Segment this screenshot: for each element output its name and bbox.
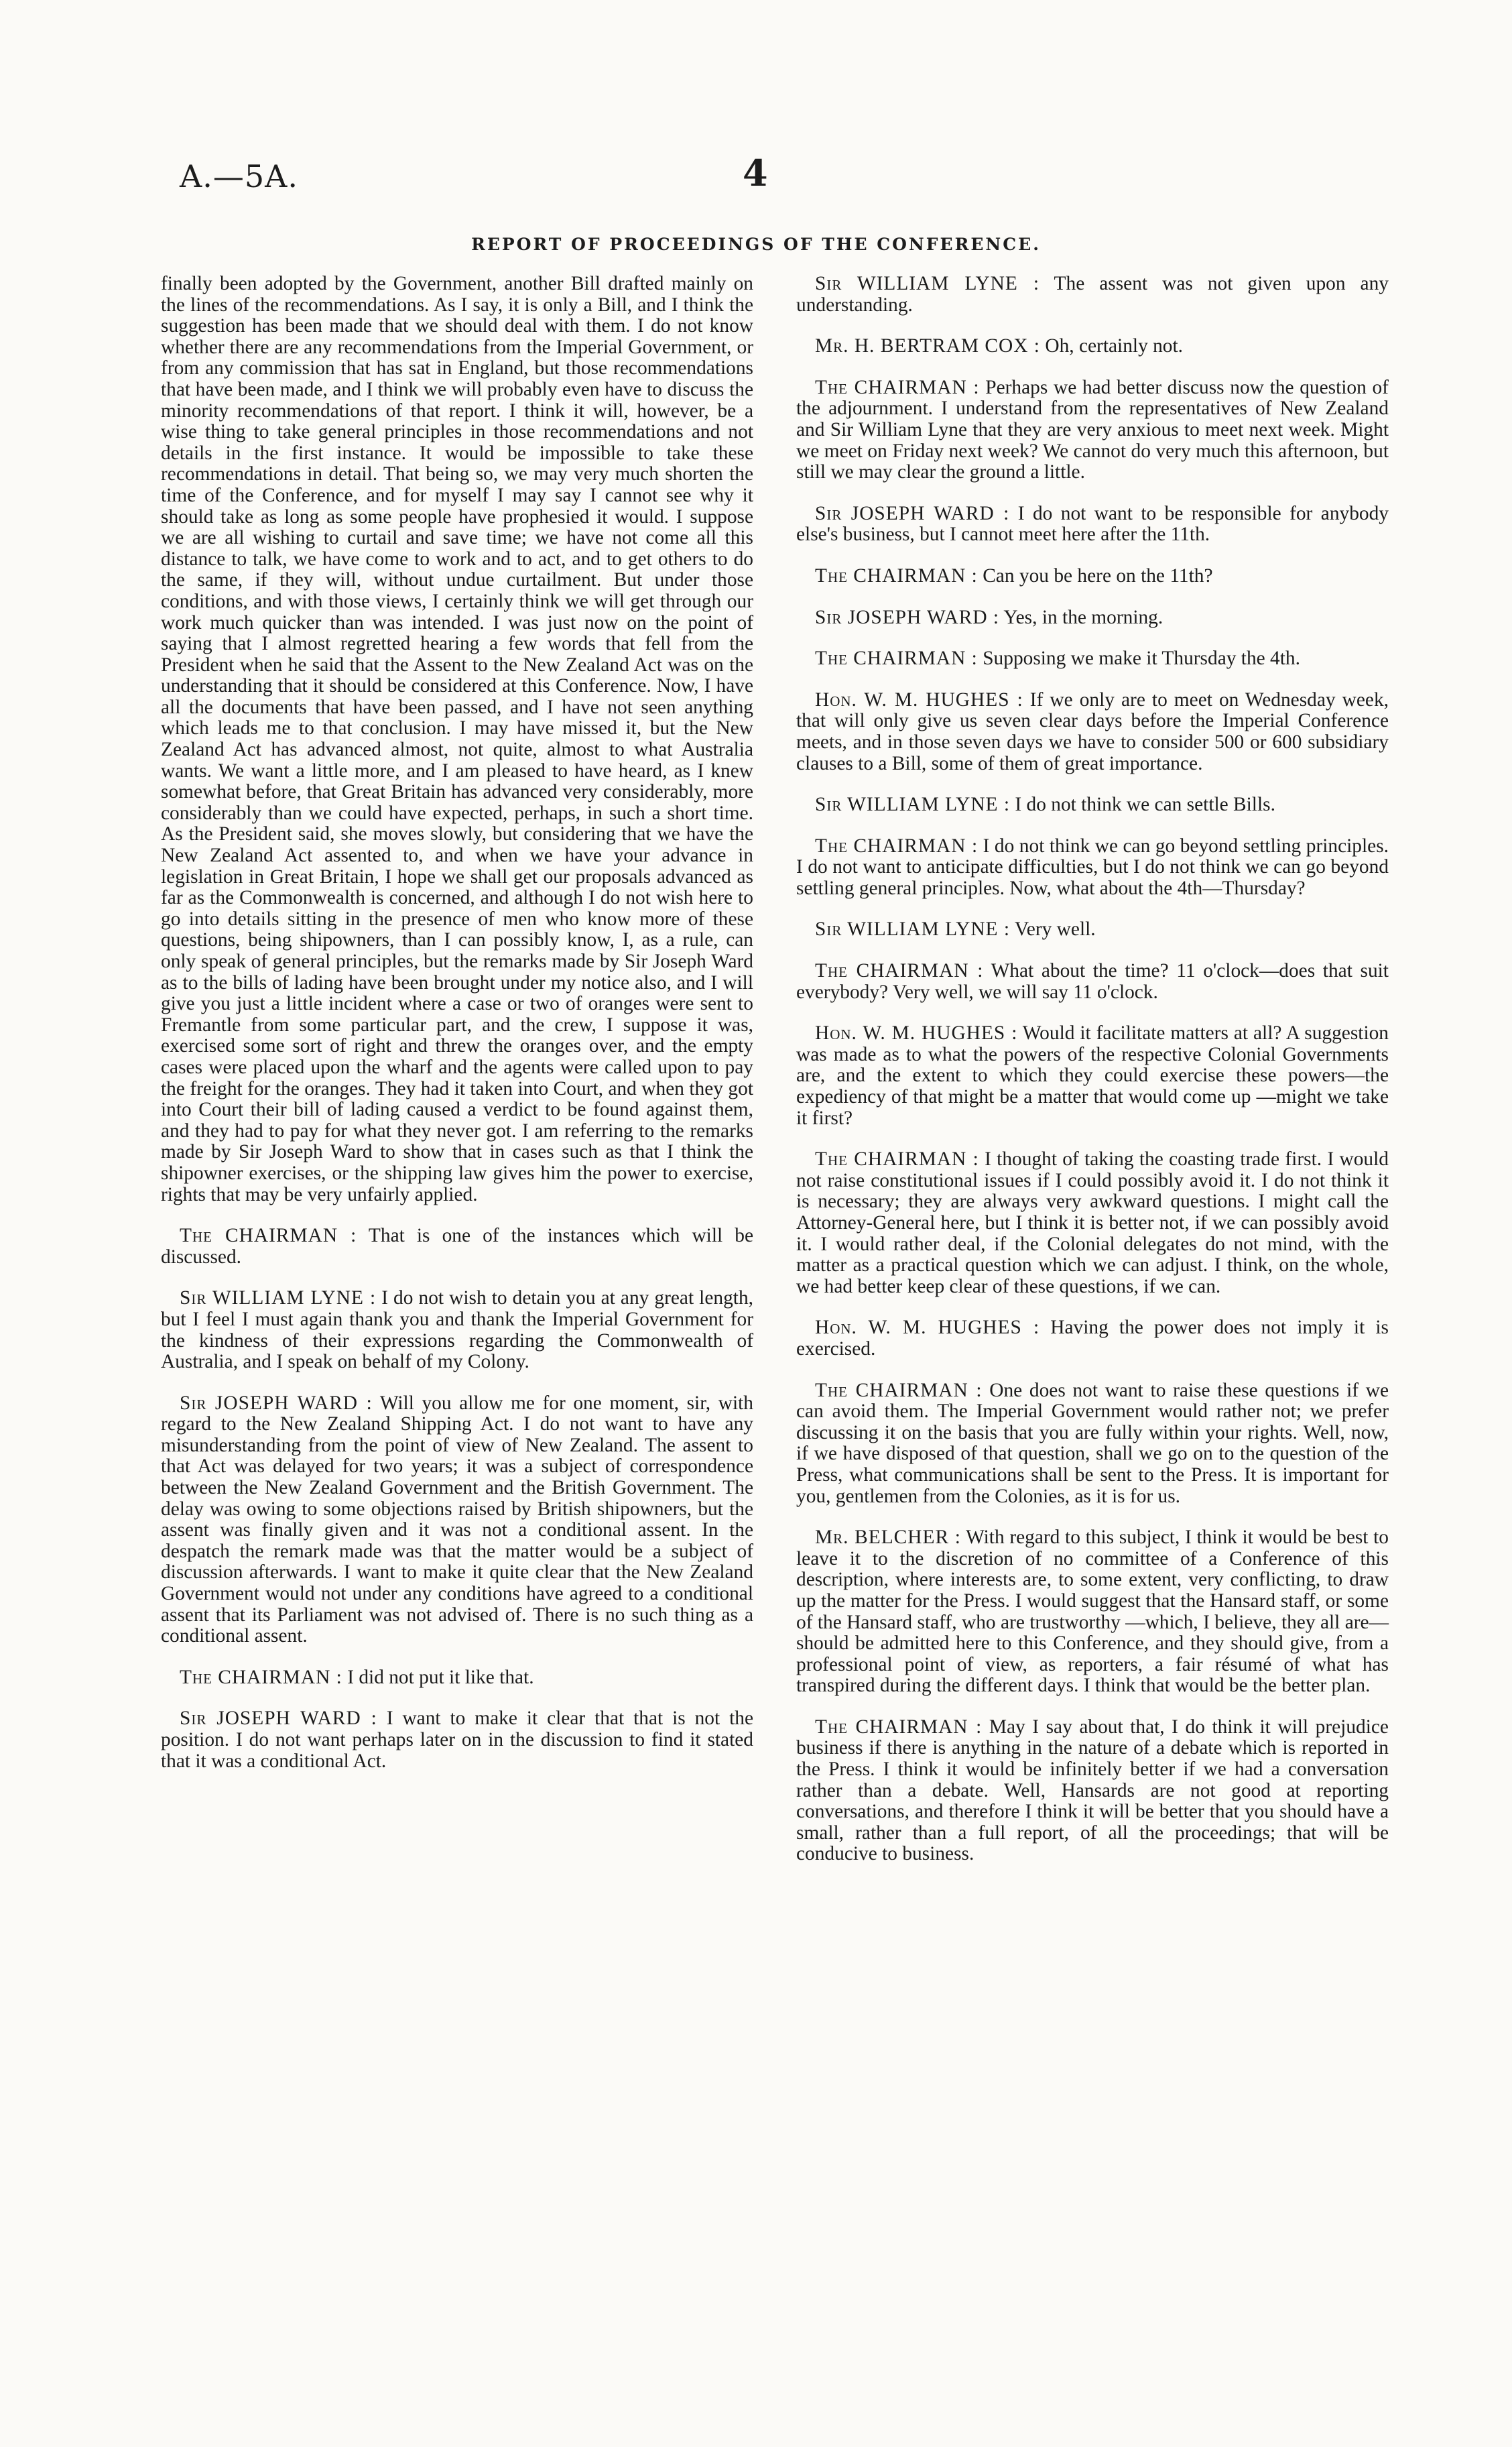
speaker-name: Sir JOSEPH WARD :: [815, 606, 1000, 628]
speech-text: One does not want to raise these questions if we can avoid them. The Imperial Government would rather not; we prefer discussing it on the basis that you are fully within your rights. Well, now, if we have disposed of that question, shall we go on to the question of the Press, what communications shall be sent to the Press. It is important for you, gentlemen from the Colonies, as it is for us.: [796, 1379, 1389, 1507]
speech-text: Can you be here on the 11th?: [983, 564, 1213, 587]
speaker-name: Sir WILLIAM LYNE :: [815, 273, 1040, 294]
speaker-name: The CHAIRMAN :: [815, 376, 980, 398]
paragraph: [796, 648, 1389, 670]
paragraph: [796, 961, 1389, 1003]
paragraph: [796, 836, 1389, 900]
paragraph: [796, 1380, 1389, 1508]
paragraph: [796, 274, 1389, 316]
speaker-name: The CHAIRMAN :: [815, 564, 978, 587]
speaker-name: Hon. W. M. HUGHES :: [815, 1022, 1018, 1045]
speaker-name: The CHAIRMAN :: [180, 1225, 357, 1247]
speech-text: Would it facilitate matters at all? A suggestion was made as to what the powers of the respective Colonial Governments are, and the extent to which they could exercise these powers—the expediency of that might be a matter that would come up —might we take it first?: [796, 1022, 1389, 1129]
paragraph: [796, 1717, 1389, 1865]
paragraph: [796, 690, 1389, 774]
speech-text: Supposing we make it Thursday the 4th.: [983, 648, 1300, 670]
speaker-name: Sir JOSEPH WARD :: [180, 1708, 377, 1730]
speaker-name: The CHAIRMAN :: [815, 1379, 983, 1401]
paragraph: [796, 336, 1389, 357]
right-column: [796, 274, 1389, 1885]
speech-text: Very well.: [1014, 918, 1096, 941]
speech-text: finally been adopted by the Government, another Bill drafted mainly on the lines of the recommendations. As I say, it is only a Bill, and I think the suggestion has been made that we should deal with them. I do not know whether there are any recommendations from the Imperial Government, or from any commission that has sat in England, but those recommendations that have been made, and I think we will probably even have to discuss the minority recommendations of that report. I think it will, however, be a wise thing to take general principles in those recommendations and not details in the first instance. It would be impossible to take these recommendations in detail. That being so, we may very much shorten the time of the Conference, and for myself I may say I cannot see why it should take as long as some people have prophesied it would. I suppose we are all wishing to curtail and save time; we have not come all this distance to talk, we have come to work and to act, and to get others to do the same, if they will, without undue curtailment. But under those conditions, and with those views, I certainly think we will get through our work much quicker than was intended. I was just now on the point of saying that I almost regretted hearing a few words that fell from the President when he said that the Assent to the New Zealand Act was on the understanding that it should be considered at this Conference. Now, I have all the documents that have been passed, and I have not seen anything which leads me to that conclusion. I may have missed it, but the New Zealand Act has advanced almost, not quite, almost to what Australia wants. We want a little more, and I am pleased to have heard, as I knew somewhat before, that Great Britain has advanced very considerably, more considerably than we could have expected, perhaps, in such a short time. As the President said, she moves slowly, but considering that we have the New Zealand Act assented to, and when we have your advance in legislation in Great Britain, I hope we shall get our proposals advanced as far as the Commonwealth is concerned, and although I do not wish here to go into details sitting in the presence of men who know more of these questions, being shipowners, than I can possibly know, I, as a rule, can only speak of general principles, but the remarks made by Sir Joseph Ward as to the bills of lading have been brought under my notice also, and I will give you just a little incident where a case or two of oranges were sent to Fremantle from some particular part, and the crew, I suppose it was, exercised some sort of right and threw the oranges over, and the empty cases were placed upon the wharf and the agents were called upon to pay the freight for the oranges. They had it taken into Court, and when they got into Court their bill of lading caused a verdict to be found against them, and they had to pay for what they never got. I am referring to the remarks made by Sir Joseph Ward to show that in cases such as that I think the shipowner exercises, or the shipping law gives him the power to exercise, rights that may be very unfairly applied.: [161, 273, 753, 1205]
paragraph: [161, 1393, 753, 1647]
speech-text: May I say about that, I do think it will prejudice business if there is anything in the nature of a debate which is reported in the Press. I think it would be infinitely better if we had a conversation rather than a debate. Well, Hansards are not good at reporting conversations, and therefore I think it will be better that you should have a small, rather than a full report, of all the proceedings; that will be conducive to business.: [796, 1716, 1389, 1865]
paragraph: [796, 1023, 1389, 1129]
paragraph: [796, 1527, 1389, 1697]
speech-text: If we only are to meet on Wednesday week, that will only give us seven clear days before the Imperial Conference meets, and in those seven days we have to consider 500 or 600 subsidiary clauses to a Bill, some of them of great importance.: [796, 689, 1389, 774]
paragraph: [796, 607, 1389, 629]
paragraph: [796, 566, 1389, 587]
speech-text: I do not wish to detain you at any great length, but I feel I must again thank you and thank the Imperial Government for the kindness of their expressions regarding the Commonwealth of Australia, and I speak on behalf of my Colony.: [161, 1287, 753, 1373]
speaker-name: Sir WILLIAM LYNE :: [180, 1287, 377, 1309]
speech-text: I thought of taking the coasting trade first. I would not raise constitutional issues if I could possibly avoid it. I do not think it is necessary; they are always very awkward questions. I might call the Attorney-General here, but I think it is better not, if we can possibly avoid it. I would rather deal, if the Colonial delegates do not mind, with the matter as a practical question which we can adjust. I think, on the whole, we had better keep clear of these questions, if we can.: [796, 1148, 1389, 1297]
speech-text: Oh, certainly not.: [1045, 335, 1184, 357]
speech-text: With regard to this subject, I think it would be best to leave it to the discretion of no committee of a Conference of this description, where interests are, to some extent, very conflicting, to draw up the matter for the Press. I would suggest that the Hansard staff, or some of the Hansard staff, who are trustworthy —which, I believe, they all are—should be admitted here to this Conference, and they should give, from a professional point of view, as reporters, a fair résumé of what has transpired during the different days. I think that would be the better plan.: [796, 1527, 1389, 1697]
paragraph: [161, 1667, 753, 1689]
speaker-name: The CHAIRMAN :: [815, 835, 979, 857]
speaker-name: The CHAIRMAN :: [180, 1666, 342, 1688]
speaker-name: Mr. BELCHER :: [815, 1527, 961, 1549]
speaker-name: Sir JOSEPH WARD :: [815, 502, 1010, 524]
page-number: 4: [743, 152, 768, 194]
speaker-name: Hon. W. M. HUGHES :: [815, 1317, 1040, 1339]
paragraph: [796, 503, 1389, 546]
paragraph: [161, 1708, 753, 1772]
speaker-name: The CHAIRMAN :: [815, 1716, 983, 1738]
speech-text: That is one of the instances which will be discussed.: [161, 1225, 753, 1268]
speech-text: I want to make it clear that that is not the position. I do not want perhaps later on in the discussion to find it stated that it was a conditional Act.: [161, 1708, 753, 1772]
paragraph: [796, 919, 1389, 941]
running-title: REPORT OF PROCEEDINGS OF THE CONFERENCE.: [471, 235, 1041, 254]
speech-text: What about the time? 11 o'clock—does that suit everybody? Very well, we will say 11 o'clock.: [796, 960, 1389, 1003]
speech-text: I do not want to be responsible for anybody else's business, but I cannot meet here after the 11th.: [796, 502, 1389, 546]
speech-text: I do not think we can settle Bills.: [1015, 794, 1275, 816]
speaker-name: Sir JOSEPH WARD :: [180, 1392, 373, 1414]
speech-text: Having the power does not imply it is exercised.: [796, 1317, 1389, 1360]
paragraph: [161, 1288, 753, 1372]
speaker-name: The CHAIRMAN :: [815, 648, 978, 670]
speaker-name: The CHAIRMAN :: [815, 1148, 979, 1171]
speaker-name: Sir WILLIAM LYNE :: [815, 918, 1011, 941]
speech-text: I do not think we can go beyond settling principles. I do not want to anticipate difficulties, but I do not think we can go beyond settling general principles. Now, what about the 4th—Thursday?: [796, 835, 1389, 899]
speaker-name: The CHAIRMAN :: [815, 960, 984, 982]
speech-text: I did not put it like that.: [347, 1666, 534, 1688]
paper-id: A.—5A.: [180, 158, 298, 194]
speech-text: Perhaps we had better discuss now the question of the adjournment. I understand from the representatives of New Zealand and Sir William Lyne that they are very anxious to meet next week. Might we meet on Friday next week? We cannot do very much this afternoon, but still we may clear the ground a little.: [796, 376, 1389, 483]
paragraph: [161, 274, 753, 1205]
speech-text: Will you allow me for one moment, sir, with regard to the New Zealand Shipping Act. I do not want to have any misunderstanding from the point of view of New Zealand. The assent to that Act was delayed for two years; it was a subject of correspondence between the New Zealand Government and the British Government. The delay was owing to some objections raised by British shipowners, but the assent was finally given and it was not a conditional assent. In the despatch the remark made was that the matter would be a subject of discussion afterwards. I want to make it quite clear that the New Zealand Government would not under any conditions have agreed to a conditional assent that its Parliament was not advised of. There is no such thing as a conditional assent.: [161, 1392, 753, 1647]
left-column: [161, 274, 753, 1792]
paragraph: [161, 1226, 753, 1268]
paragraph: [796, 794, 1389, 816]
speaker-name: Hon. W. M. HUGHES :: [815, 689, 1023, 711]
paragraph: [796, 377, 1389, 483]
speaker-name: Mr. H. BERTRAM COX :: [815, 335, 1040, 357]
speech-text: The assent was not given upon any understanding.: [796, 273, 1389, 316]
paragraph: [796, 1317, 1389, 1360]
speech-text: Yes, in the morning.: [1003, 606, 1163, 628]
paragraph: [796, 1149, 1389, 1297]
speaker-name: Sir WILLIAM LYNE :: [815, 794, 1011, 816]
